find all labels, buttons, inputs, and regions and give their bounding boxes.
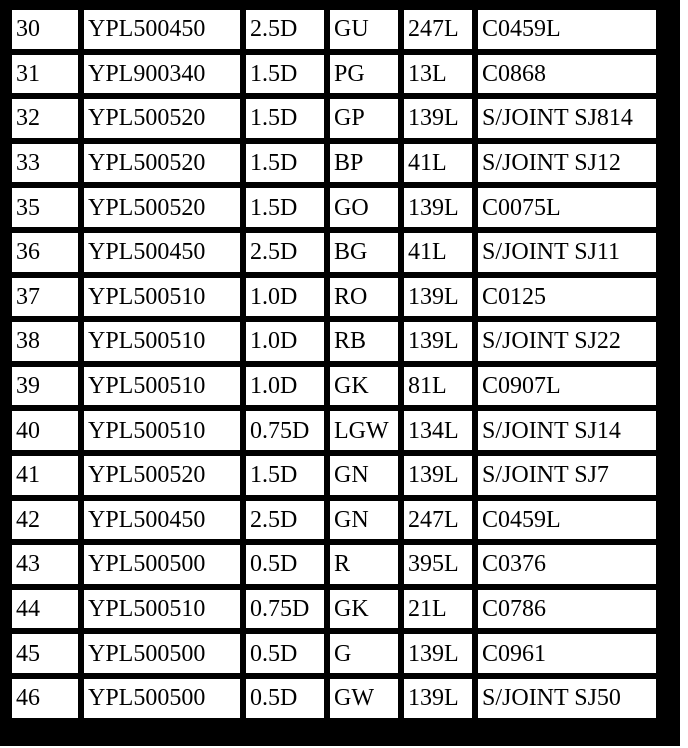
wire-length-cell: 13L [404, 55, 472, 94]
table-row [12, 322, 656, 361]
wire-color-cell: RO [330, 278, 398, 317]
wire-size-cell: 1.0D [246, 367, 324, 406]
connector-cell: C0459L [478, 10, 656, 49]
part-number-cell: YPL900340 [84, 55, 240, 94]
row-number-cell: 37 [12, 278, 78, 317]
wire-color-cell: GU [330, 10, 398, 49]
connector-cell: C0125 [478, 278, 656, 317]
wire-table-body [12, 10, 656, 718]
wire-size-cell: 2.5D [246, 10, 324, 49]
table-row [12, 456, 656, 495]
wire-size-cell: 0.5D [246, 679, 324, 718]
table-row [12, 55, 656, 94]
row-number-cell: 32 [12, 99, 78, 138]
wire-color-cell: GO [330, 188, 398, 227]
connector-cell: S/JOINT SJ22 [478, 322, 656, 361]
part-number-cell: YPL500500 [84, 679, 240, 718]
row-number-cell: 46 [12, 679, 78, 718]
connector-cell: C0786 [478, 590, 656, 629]
connector-cell: C0075L [478, 188, 656, 227]
part-number-cell: YPL500500 [84, 545, 240, 584]
wire-size-cell: 0.5D [246, 545, 324, 584]
wire-length-cell: 139L [404, 634, 472, 673]
wire-size-cell: 0.5D [246, 634, 324, 673]
part-number-cell: YPL500450 [84, 10, 240, 49]
wire-size-cell: 1.5D [246, 99, 324, 138]
table-row [12, 411, 656, 450]
wire-length-cell: 139L [404, 679, 472, 718]
row-number-cell: 40 [12, 411, 78, 450]
table-row [12, 10, 656, 49]
wire-length-cell: 134L [404, 411, 472, 450]
wire-size-cell: 1.5D [246, 55, 324, 94]
table-row [12, 99, 656, 138]
table-row [12, 144, 656, 183]
part-number-cell: YPL500510 [84, 322, 240, 361]
part-number-cell: YPL500520 [84, 99, 240, 138]
connector-cell: C0907L [478, 367, 656, 406]
wire-length-cell: 41L [404, 233, 472, 272]
connector-cell: S/JOINT SJ12 [478, 144, 656, 183]
row-number-cell: 31 [12, 55, 78, 94]
wire-table [6, 4, 662, 724]
connector-cell: C0376 [478, 545, 656, 584]
wire-color-cell: GN [330, 456, 398, 495]
part-number-cell: YPL500520 [84, 188, 240, 227]
wire-length-cell: 139L [404, 99, 472, 138]
part-number-cell: YPL500510 [84, 411, 240, 450]
wire-color-cell: GK [330, 367, 398, 406]
connector-cell: S/JOINT SJ50 [478, 679, 656, 718]
wire-length-cell: 139L [404, 278, 472, 317]
wire-size-cell: 2.5D [246, 501, 324, 540]
row-number-cell: 42 [12, 501, 78, 540]
wire-length-cell: 139L [404, 188, 472, 227]
connector-cell: S/JOINT SJ814 [478, 99, 656, 138]
connector-cell: C0459L [478, 501, 656, 540]
connector-cell: S/JOINT SJ11 [478, 233, 656, 272]
row-number-cell: 30 [12, 10, 78, 49]
part-number-cell: YPL500500 [84, 634, 240, 673]
table-row [12, 367, 656, 406]
wire-color-cell: GP [330, 99, 398, 138]
wire-color-cell: G [330, 634, 398, 673]
wire-length-cell: 21L [404, 590, 472, 629]
part-number-cell: YPL500520 [84, 144, 240, 183]
wire-color-cell: RB [330, 322, 398, 361]
wire-size-cell: 1.5D [246, 456, 324, 495]
part-number-cell: YPL500510 [84, 278, 240, 317]
wire-size-cell: 0.75D [246, 411, 324, 450]
part-number-cell: YPL500520 [84, 456, 240, 495]
row-number-cell: 44 [12, 590, 78, 629]
table-row [12, 634, 656, 673]
row-number-cell: 36 [12, 233, 78, 272]
table-row [12, 545, 656, 584]
row-number-cell: 41 [12, 456, 78, 495]
table-row [12, 590, 656, 629]
wire-color-cell: BG [330, 233, 398, 272]
part-number-cell: YPL500450 [84, 501, 240, 540]
wire-size-cell: 2.5D [246, 233, 324, 272]
wire-color-cell: LGW [330, 411, 398, 450]
part-number-cell: YPL500510 [84, 590, 240, 629]
table-row [12, 501, 656, 540]
wire-color-cell: R [330, 545, 398, 584]
table-row [12, 278, 656, 317]
wire-length-cell: 139L [404, 456, 472, 495]
wire-size-cell: 0.75D [246, 590, 324, 629]
table-row [12, 679, 656, 718]
wire-length-cell: 247L [404, 10, 472, 49]
table-row [12, 188, 656, 227]
wire-size-cell: 1.5D [246, 188, 324, 227]
wire-color-cell: PG [330, 55, 398, 94]
wire-color-cell: GN [330, 501, 398, 540]
part-number-cell: YPL500450 [84, 233, 240, 272]
row-number-cell: 33 [12, 144, 78, 183]
row-number-cell: 35 [12, 188, 78, 227]
connector-cell: S/JOINT SJ7 [478, 456, 656, 495]
connector-cell: C0868 [478, 55, 656, 94]
row-number-cell: 43 [12, 545, 78, 584]
wire-size-cell: 1.0D [246, 322, 324, 361]
wire-color-cell: GK [330, 590, 398, 629]
wire-size-cell: 1.5D [246, 144, 324, 183]
wire-length-cell: 395L [404, 545, 472, 584]
wire-color-cell: GW [330, 679, 398, 718]
table-row [12, 233, 656, 272]
wire-length-cell: 139L [404, 322, 472, 361]
wire-color-cell: BP [330, 144, 398, 183]
wire-length-cell: 247L [404, 501, 472, 540]
connector-cell: S/JOINT SJ14 [478, 411, 656, 450]
wire-size-cell: 1.0D [246, 278, 324, 317]
row-number-cell: 38 [12, 322, 78, 361]
row-number-cell: 45 [12, 634, 78, 673]
part-number-cell: YPL500510 [84, 367, 240, 406]
connector-cell: C0961 [478, 634, 656, 673]
row-number-cell: 39 [12, 367, 78, 406]
wire-length-cell: 81L [404, 367, 472, 406]
wire-length-cell: 41L [404, 144, 472, 183]
